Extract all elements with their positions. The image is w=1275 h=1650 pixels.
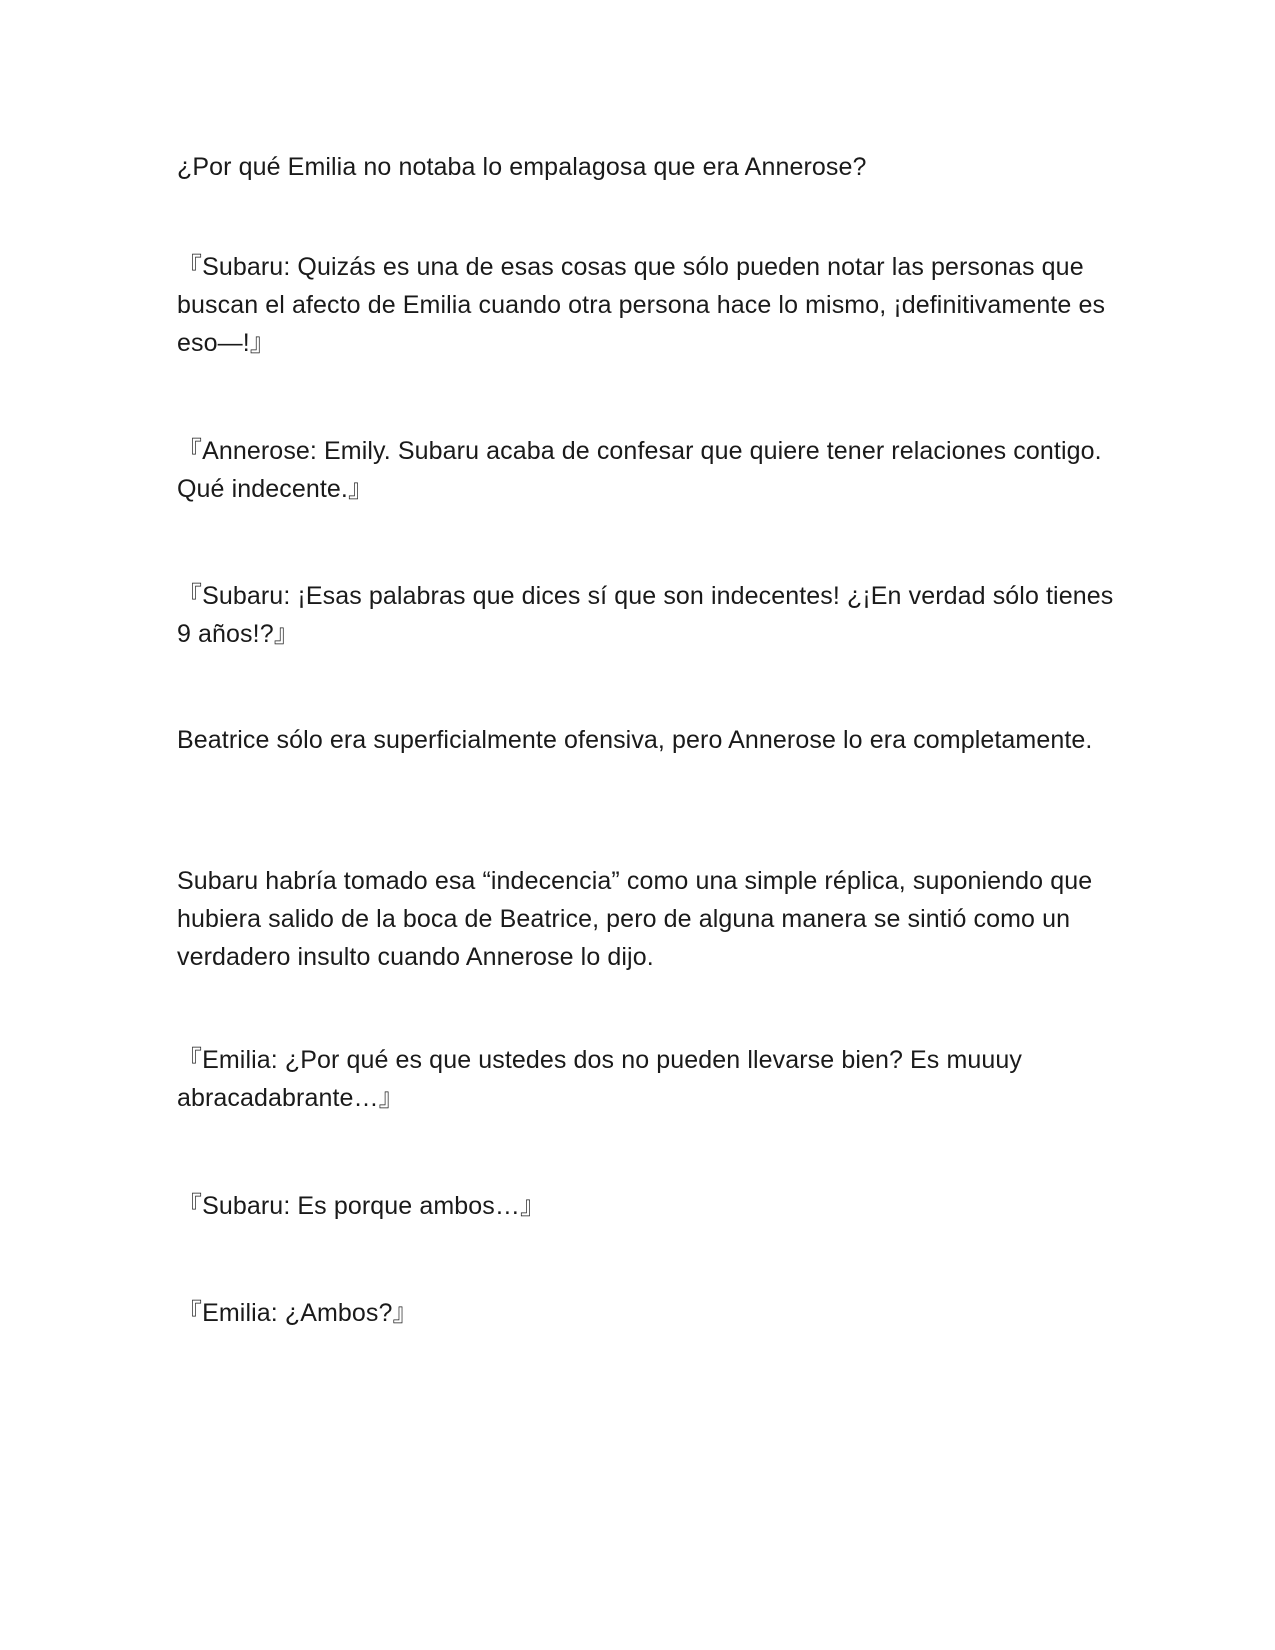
dialogue-emilia-2: 『Emilia: ¿Ambos?』 bbox=[177, 1299, 418, 1327]
dialogue-annerose-1: 『Annerose: Emily. Subaru acaba de confesar que quiere tener relaciones contigo. Qué indecente.』 bbox=[177, 437, 1102, 503]
dialogue-subaru-1: 『Subaru: Quizás es una de esas cosas que sólo pueden notar las personas que buscan el afecto de Emilia cuando otra persona hace lo mismo, ¡definitivamente es eso—!』 bbox=[177, 253, 1106, 357]
narration-paragraph: ¿Por qué Emilia no notaba lo empalagosa que era Annerose? bbox=[177, 153, 867, 181]
narration-paragraph: Beatrice sólo era superficialmente ofensiva, pero Annerose lo era completamente. bbox=[177, 726, 1093, 754]
dialogue-subaru-2: 『Subaru: ¡Esas palabras que dices sí que son indecentes! ¿¡En verdad sólo tienes 9 años!?』 bbox=[177, 582, 1114, 648]
dialogue-subaru-3: 『Subaru: Es porque ambos…』 bbox=[177, 1192, 546, 1220]
narration-paragraph: Subaru habría tomado esa “indecencia” como una simple réplica, suponiendo que hubiera salido de la boca de Beatrice, pero de alguna manera se sintió como un verdadero insulto cuando Annerose lo dijo. bbox=[177, 867, 1093, 971]
dialogue-emilia-1: 『Emilia: ¿Por qué es que ustedes dos no pueden llevarse bien? Es muuuy abracadabrante…』 bbox=[177, 1046, 1022, 1112]
